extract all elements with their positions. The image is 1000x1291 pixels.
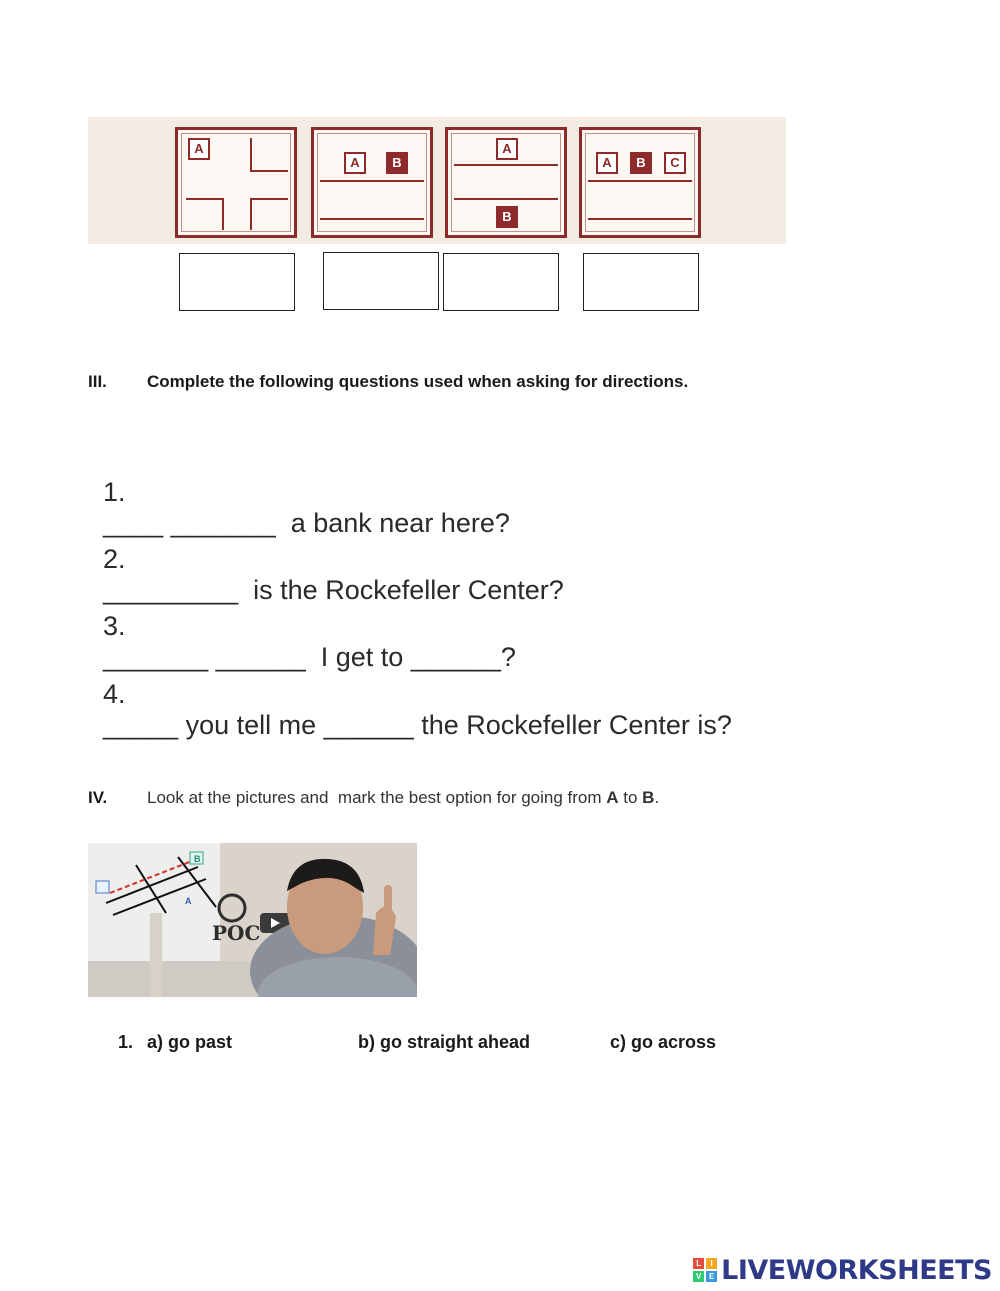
square-a: A (596, 152, 618, 174)
square-a: A (344, 152, 366, 174)
logo-tile-i: I (706, 1258, 717, 1269)
road-line (250, 198, 252, 230)
photo-label-b: B (194, 854, 201, 864)
diagram-between (579, 127, 701, 238)
section-3-numeral: III. (88, 372, 107, 391)
option-a[interactable]: a) go past (147, 1032, 233, 1052)
road-line (588, 180, 692, 182)
section-3-instruction: Complete the following questions used when asking for directions. (147, 372, 689, 391)
road-line (588, 218, 692, 220)
road-line (250, 170, 288, 172)
question-text[interactable]: ____ _______ a bank near here? (103, 508, 510, 538)
point-b-label: B (642, 788, 655, 807)
answer-box-1[interactable] (179, 253, 295, 311)
answer-box-2[interactable] (323, 252, 439, 310)
logo-tile-v: V (693, 1271, 704, 1282)
point-a-label: A (606, 788, 619, 807)
road-line (222, 198, 224, 230)
brand-logo-icon (693, 1258, 717, 1282)
question-text[interactable]: _______ ______ I get to ______? (103, 642, 516, 672)
section-4-numeral: IV. (88, 788, 108, 807)
question-4 (88, 648, 732, 741)
answer-box-3[interactable] (443, 253, 559, 311)
logo-tile-l: L (693, 1258, 704, 1269)
section-4-instruction (147, 788, 659, 808)
logo-tile-e: E (706, 1271, 717, 1282)
diagram-opposite (445, 127, 567, 238)
instruction-to: to (618, 788, 643, 807)
photo-logo-text: POC (212, 921, 261, 945)
square-b: B (386, 152, 408, 174)
square-a: A (188, 138, 210, 160)
question-text[interactable]: _________ is the Rockefeller Center? (103, 575, 564, 605)
question-text[interactable]: _____ you tell me ______ the Rockefeller Center is? (103, 710, 732, 740)
liveworksheets-brand[interactable] (693, 1254, 992, 1286)
road-line (320, 218, 424, 220)
diagram-next-to (311, 127, 433, 238)
diagram-crossroads (175, 127, 297, 238)
road-line (250, 198, 288, 200)
question-number: 3. (103, 611, 126, 641)
square-b: B (630, 152, 652, 174)
answer-box-4[interactable] (583, 253, 699, 311)
instruction-text: Look at the pictures and mark the best option for going from (147, 788, 607, 807)
square-a: A (496, 138, 518, 160)
question-number: 1. (103, 477, 126, 507)
option-b[interactable]: b) go straight ahead (358, 1032, 531, 1052)
question-number: 4. (103, 679, 126, 709)
square-b: B (496, 206, 518, 228)
video-thumbnail (88, 843, 417, 997)
road-line (454, 164, 558, 166)
instruction-period: . (654, 788, 660, 807)
square-c: C (664, 152, 686, 174)
brand-name: LIVEWORKSHEETS (721, 1254, 992, 1286)
road-line (320, 180, 424, 182)
photo-label-a: A (185, 896, 192, 906)
thumbnail-illustration (88, 843, 417, 997)
road-line (454, 198, 558, 200)
option-c[interactable]: c) go across (610, 1032, 717, 1052)
road-line (186, 198, 222, 200)
road-line (250, 138, 252, 170)
option-number: 1. (118, 1032, 134, 1052)
diagram-strip (88, 117, 786, 244)
question-number: 2. (103, 544, 126, 574)
